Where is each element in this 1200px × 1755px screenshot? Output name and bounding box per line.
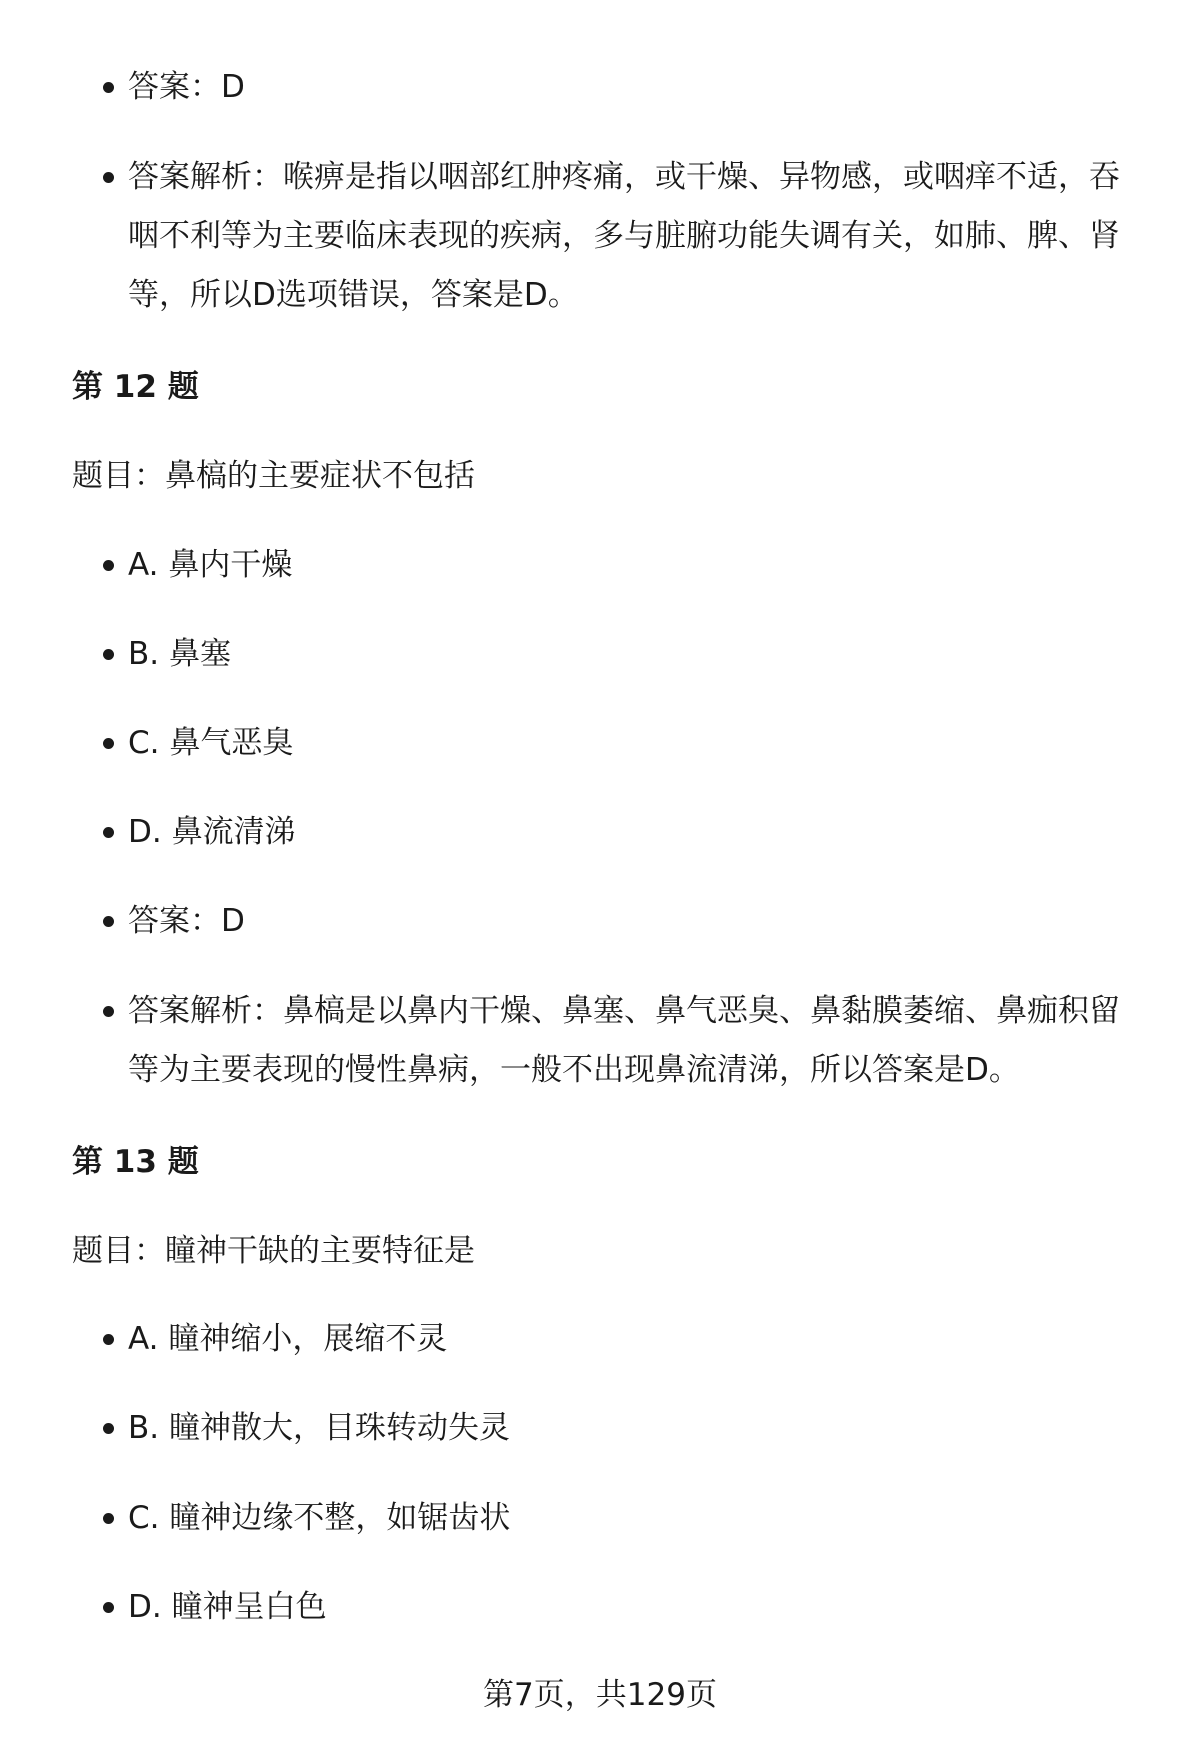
option-item: B. 鼻塞 [128, 625, 1138, 684]
page-number: 第7页，共129页 [483, 1677, 717, 1713]
question-heading: 第 13 题 [72, 1144, 199, 1180]
explanation-item: 答案解析：鼻槁是以鼻内干燥、鼻塞、鼻气恶臭、鼻黏膜萎缩、鼻痂积留等为主要表现的慢性鼻病，一般不出现鼻流清涕，所以答案是D。 [128, 982, 1138, 1100]
option-item: A. 鼻内干燥 [128, 536, 1138, 595]
option-item: C. 鼻气恶臭 [128, 714, 1138, 773]
explanation-item: 答案解析：喉痹是指以咽部红肿疼痛，或干燥、异物感，或咽痒不适，吞咽不利等为主要临床表现的疾病，多与脏腑功能失调有关，如肺、脾、肾等，所以D选项错误，答案是D。 [128, 148, 1138, 325]
option-item: C. 瞳神边缘不整，如锯齿状 [128, 1489, 1138, 1548]
question-heading: 第 12 题 [72, 369, 199, 405]
option-item: D. 鼻流清涕 [128, 803, 1138, 862]
option-item: A. 瞳神缩小，展缩不灵 [128, 1310, 1138, 1369]
question-stem: 题目：鼻槁的主要症状不包括 [72, 458, 475, 494]
question-stem: 题目：瞳神干缺的主要特征是 [72, 1233, 475, 1269]
answer-item: 答案：D [128, 892, 1138, 951]
option-item: D. 瞳神呈白色 [128, 1578, 1138, 1637]
option-item: B. 瞳神散大，目珠转动失灵 [128, 1399, 1138, 1458]
answer-item: 答案：D [128, 58, 1138, 117]
